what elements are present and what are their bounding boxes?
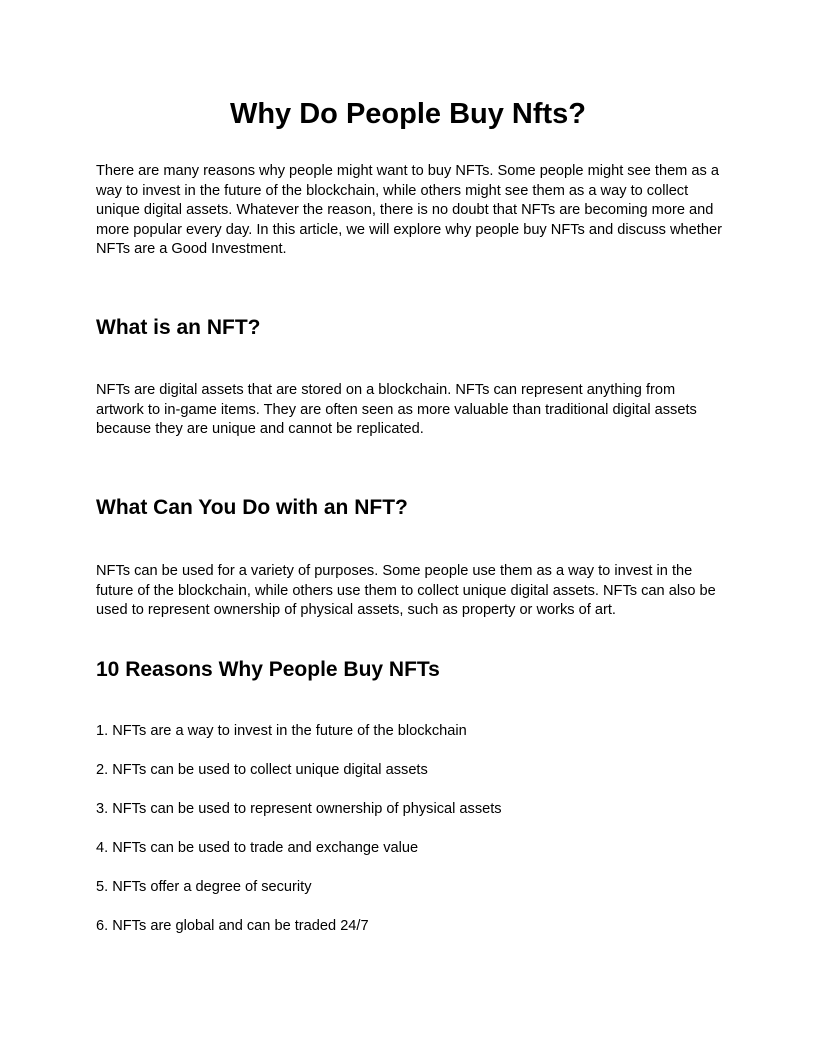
- list-item: 4. NFTs can be used to trade and exchange value: [96, 840, 419, 856]
- list-item: 2. NFTs can be used to collect unique digital assets: [96, 762, 428, 778]
- section-heading-what-can-you-do: What Can You Do with an NFT?: [96, 496, 408, 519]
- page-title: Why Do People Buy Nfts?: [229, 98, 587, 130]
- list-item: 6. NFTs are global and can be traded 24/7: [96, 918, 369, 934]
- list-item: 5. NFTs offer a degree of security: [96, 879, 312, 895]
- section-heading-what-is-nft: What is an NFT?: [96, 316, 261, 339]
- section-heading-10-reasons: 10 Reasons Why People Buy NFTs: [96, 658, 440, 681]
- list-item: 3. NFTs can be used to represent ownership of physical assets: [96, 801, 502, 817]
- section-body-what-is-nft: NFTs are digital assets that are stored on a blockchain. NFTs can represent anything from artwork to in-game items. They are often seen as more valuable than traditional digital assets because they are unique and cannot be replicated.: [96, 382, 697, 438]
- list-item: 1. NFTs are a way to invest in the future of the blockchain: [96, 723, 467, 739]
- section-body-what-can-you-do: NFTs can be used for a variety of purposes. Some people use them as a way to invest in the future of the blockchain, while others use them to collect unique digital assets. NFTs can also be used to represent ownership of physical assets, such as property or works of art.: [96, 563, 716, 619]
- intro-paragraph: There are many reasons why people might want to buy NFTs. Some people might see them as a way to invest in the future of the blockchain, while others might see them as a way to collect unique digital assets. Whatever the reason, there is no doubt that NFTs are becoming more and more popular every day. In this article, we will explore why people buy NFTs and discuss whether NFTs are a Good Investment.: [96, 163, 722, 258]
